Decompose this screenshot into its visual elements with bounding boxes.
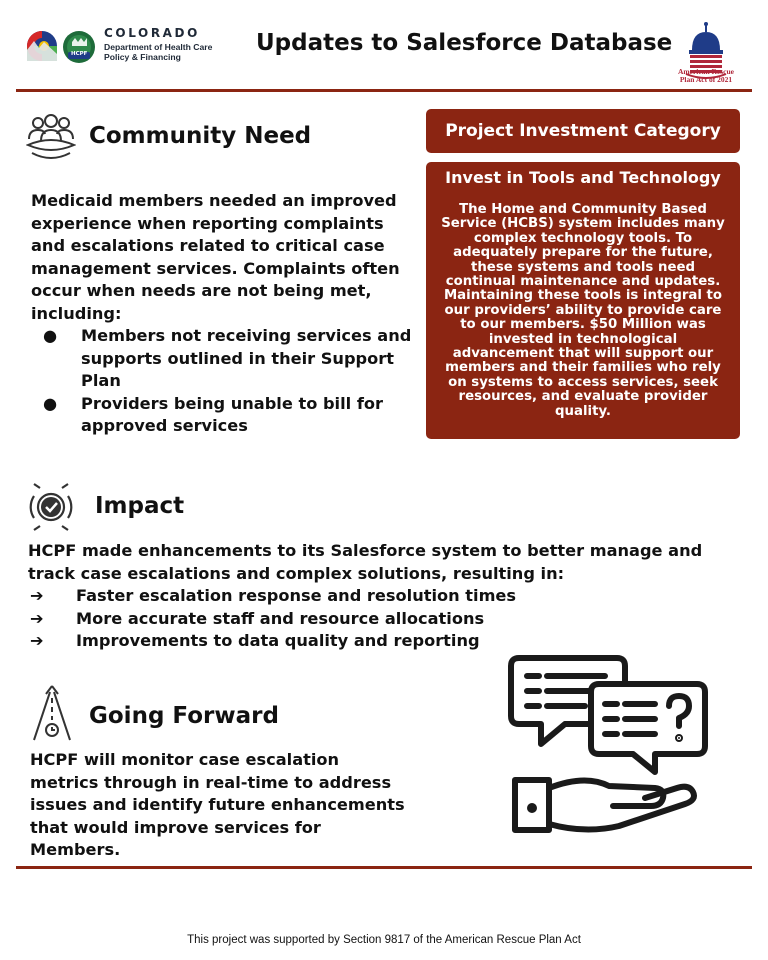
dept-line1: Department of Health Care [104, 42, 213, 52]
arrow-right-icon: ➔ [30, 586, 44, 605]
arp-line2: Plan Act of 2021 [679, 75, 733, 84]
department-name [104, 27, 212, 62]
arp-line1: American Rescue [677, 67, 735, 76]
list-item [31, 393, 421, 438]
list-item-text: Members not receiving services and supports outlined in their Support Plan [81, 326, 412, 390]
going-forward-heading: Going Forward [89, 703, 279, 729]
list-item [28, 608, 748, 631]
hcpf-badge-label: HCPF [71, 51, 88, 57]
list-item-text: Providers being unable to bill for approved services [81, 393, 383, 435]
community-need-heading: Community Need [89, 123, 312, 149]
road-forward-icon [30, 684, 74, 742]
investment-panel [426, 162, 740, 439]
feedback-chat-hand-icon [505, 648, 715, 838]
investment-category-label: Project Investment Category [426, 109, 740, 153]
list-item-text: Improvements to data quality and reporting [76, 631, 480, 650]
list-item [28, 585, 748, 608]
investment-description: The Home and Community Based Service (HCBS) system includes many complex technology tools. To adequately prepare for the future, these systems and tools need continual maintenance and updates. Maintaining these tools is integral to our providers’ ability to provide care to our members. $50 Million was invested in technological advancement that will support our members and their families who rely on systems to access services, seek resources, and evaluate provider quality. [441, 202, 725, 419]
community-icon [26, 113, 76, 161]
list-item [31, 325, 421, 393]
community-need-intro: Medicaid members needed an improved experience when reporting complaints and escalations related to critical case management services. Complaints often occur when needs are not being met, including: [31, 191, 400, 323]
impact-intro: HCPF made enhancements to its Salesforce system to better manage and track case escalations and complex solutions, resulting in: [28, 541, 703, 583]
arrow-right-icon: ➔ [30, 608, 44, 628]
header-divider [16, 89, 752, 92]
dept-line2: Policy & Financing [104, 52, 181, 62]
impact-list [28, 585, 748, 653]
impact-target-icon [26, 482, 76, 532]
page-title: Updates to Salesforce Database [256, 30, 673, 56]
bullet-icon: ● [43, 393, 58, 413]
community-need-list [31, 325, 421, 438]
arrow-right-icon: ➔ [30, 631, 44, 650]
going-forward-text: HCPF will monitor case escalation metrics through in real-time to address issues and identify future enhancements that would improve services for Members. [30, 750, 405, 859]
arp-logo-text [666, 68, 746, 84]
impact-body [28, 540, 748, 653]
hcpf-badge-icon [62, 30, 96, 64]
list-item-text: More accurate staff and resource allocations [76, 608, 485, 628]
footer-note: This project was supported by Section 9817 of the American Rescue Plan Act [187, 934, 581, 946]
investment-category-value: Invest in Tools and Technology [445, 168, 721, 187]
list-item-text: Faster escalation response and resolution times [76, 586, 517, 605]
community-need-body [31, 190, 421, 438]
impact-heading: Impact [95, 493, 185, 519]
org-name: COLORADO [104, 26, 200, 40]
footer-divider [16, 866, 752, 869]
bullet-icon: ● [43, 326, 58, 345]
